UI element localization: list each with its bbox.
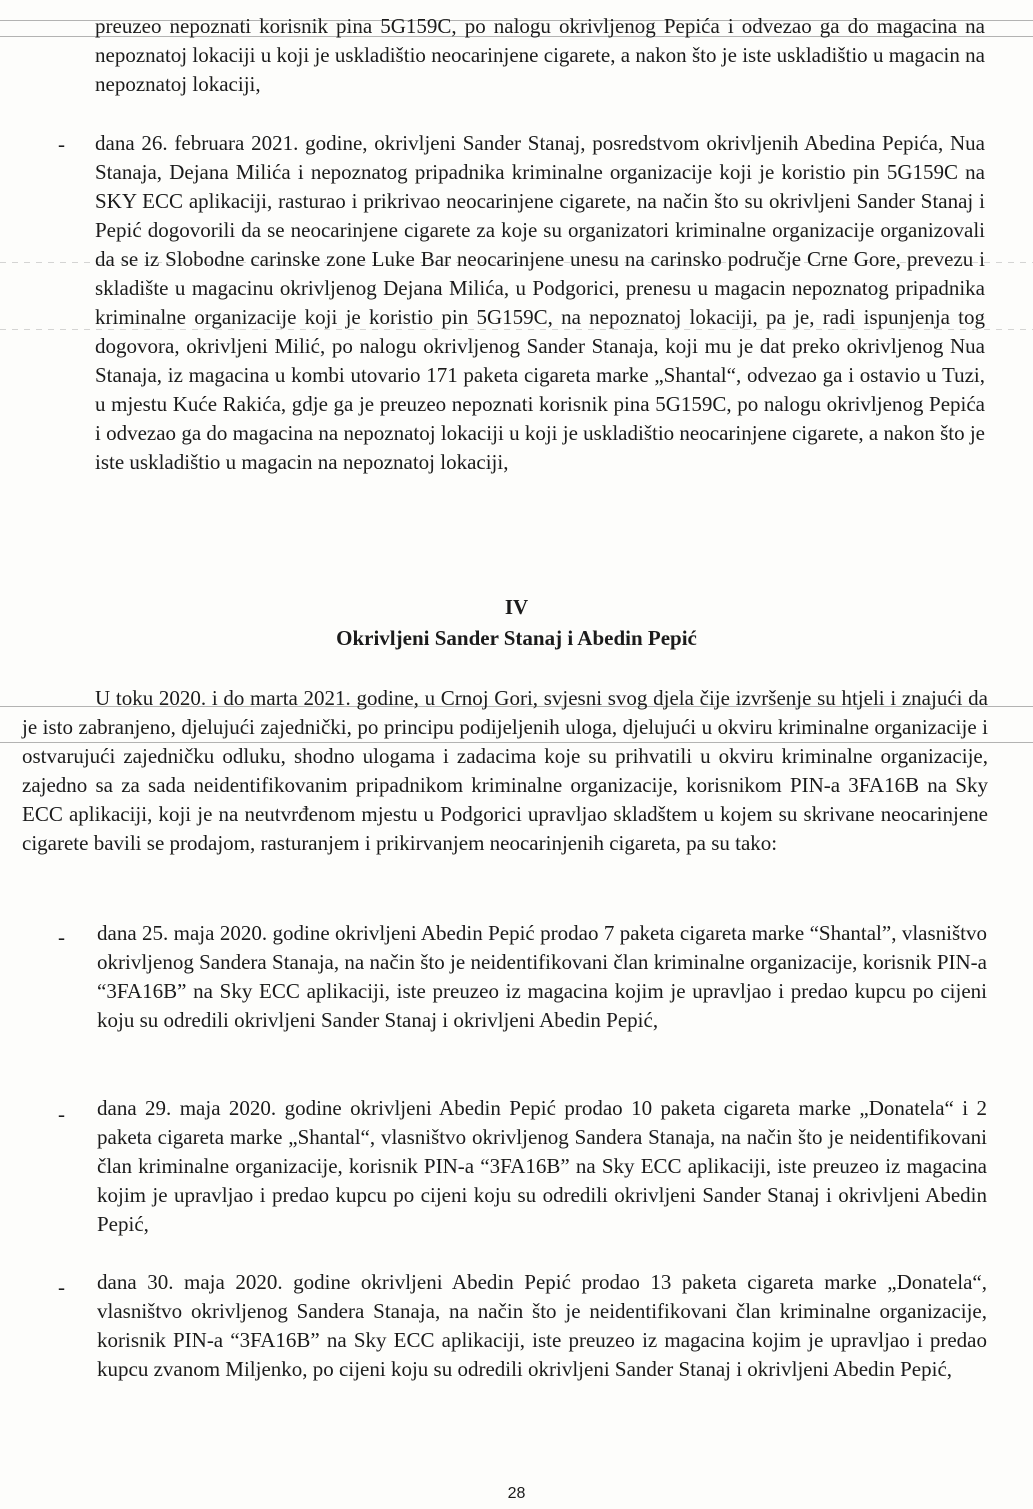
list-bullet: -: [58, 1102, 65, 1126]
page-number: 28: [507, 1485, 526, 1502]
list-bullet: -: [58, 925, 65, 949]
list-bullet: -: [58, 132, 65, 156]
continuation-text: preuzeo nepoznati korisnik pina 5G159C, po nalogu okrivljenog Pepića i odvezao ga do magacina na nepoznatoj lokaciji u koji je uskladištio neocarinjene cigarete, a nakon što je iste uskladištio u magacin na nepoznatoj lokaciji,: [95, 14, 985, 96]
section-numeral: IV: [504, 595, 529, 619]
list-bullet: -: [58, 1275, 65, 1299]
list-item: dana 26. februara 2021. godine, okrivljeni Sander Stanaj, posredstvom okrivljenih Abedina Pepića, Nua Stanaja, Dejana Milića i nepoznatog pripadnika kriminalne organizacije koji je koristio pin 5G159C na SKY ECC aplikaciji, rasturao i prikrivao neocarinjene cigarete, na način što su okrivljeni Sander Stanaj i Pepić dogovorili da se neocarinjene cigarete za koje su organizatori kriminalne organizacije organizovali da se iz Slobodne carinske zone Luke Bar neocarinjene unesu na carinsko područje Crne Gore, prevezu i skladište u magacinu okrivljenog Dejana Milića, u Podgorici, prenesu u magacin nepoznatog pripadnika kriminalne organizacije koji je koristio pin 5G159C, na nepoznatoj lokaciji, pa je, radi ispunjenja tog dogovora, okrivljeni Milić, po nalogu okrivljenog Sander Stanaja, koji mu je dat preko okrivljenog Nua Stanaja, iz magacina u kombi utovario 171 paketa cigareta marke „Shantal“, odvezao ga i ostavio u Tuzi, u mjestu Kuće Rakića, gdje ga je preuzeo nepoznati korisnik pina 5G159C, po nalogu okrivljenog Pepića i odvezao ga do magacina na nepoznatoj lokaciji u koji je uskladištio neocarinjene cigarete, a nakon što je iste uskladištio u magacin na nepoznatoj lokaciji,: [95, 131, 985, 474]
intro-paragraph: U toku 2020. i do marta 2021. godine, u Crnoj Gori, svjesni svog djela čije izvršenje su htjeli i znajući da je isto zabranjeno, djelujući zajednički, po principu podijeljenih uloga, djelujući u okviru kriminalne organizacije i ostvarujući zajedničku odluku, shodno ulogama i zadacima koje su prihvatili u okviru kriminalne organizacije, zajedno sa za sada neidentifikovanim pripadnikom kriminalne organizacije, korisnikom PIN-a 3FA16B na Sky ECC aplikaciji, koji je na neutvrđenom mjestu u Podgorici upravljao skladštem u kojem su skrivane neocarinjene cigarete bavili se prodajom, rasturanjem i prikirvanjem neocarinjenih cigareta, pa su tako:: [22, 686, 988, 855]
section-title: Okrivljeni Sander Stanaj i Abedin Pepić: [336, 626, 697, 650]
list-item: dana 30. maja 2020. godine okrivljeni Abedin Pepić prodao 13 paketa cigareta marke „Donatela“, vlasništvo okrivljenog Sandera Stanaja, na način što je neidentifikovani član kriminalne organizacije, korisnik PIN-a “3FA16B” na Sky ECC aplikaciji, iste preuzeo iz magacina kojim je upravljao i predao kupcu zvanom Miljenko, po cijeni koju su odredili okrivljeni Sander Stanaj i okrivljeni Abedin Pepić,: [97, 1270, 987, 1381]
list-item: dana 29. maja 2020. godine okrivljeni Abedin Pepić prodao 10 paketa cigareta marke „Donatela“ i 2 paketa cigareta marke „Shantal“, vlasništvo okrivljenog Sandera Stanaja, na način što je neidentifikovani član kriminalne organizacije, korisnik PIN-a “3FA16B” na Sky ECC aplikaciji, iste preuzeo iz magacina kojim je upravljao i predao kupcu po cijeni koju su odredili okrivljeni Sander Stanaj i okrivljeni Abedin Pepić,: [97, 1096, 987, 1236]
list-item: dana 25. maja 2020. godine okrivljeni Abedin Pepić prodao 7 paketa cigareta marke “Shantal”, vlasništvo okrivljenog Sandera Stanaja, na način što je neidentifikovani član kriminalne organizacije, korisnik PIN-a “3FA16B” na Sky ECC aplikaciji, iste preuzeo iz magacina kojim je upravljao i predao kupcu po cijeni koju su odredili okrivljeni Sander Stanaj i okrivljeni Abedin Pepić,: [97, 921, 987, 1032]
